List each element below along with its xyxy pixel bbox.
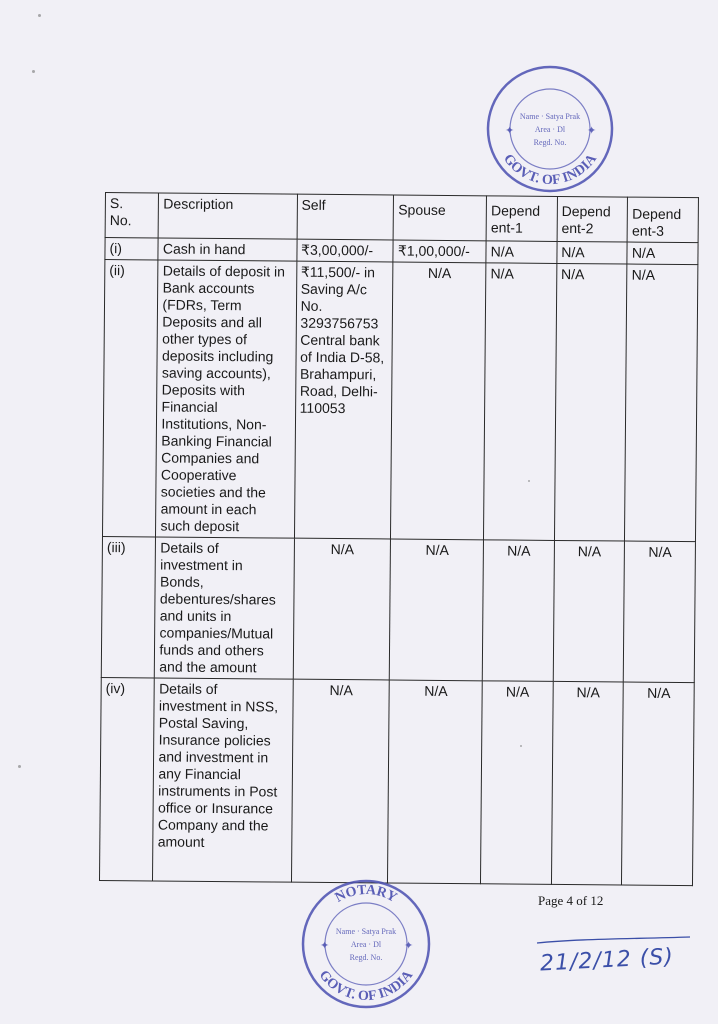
svg-text:Name · Satya Prak: Name · Satya Prak (519, 112, 581, 121)
svg-text:✦: ✦ (587, 125, 597, 137)
row-dependent-1: N/A (481, 681, 553, 885)
assets-table (99, 192, 699, 886)
header-dependent-2: Depend ent-2 (557, 196, 628, 242)
svg-text:NOTARY: NOTARY (332, 882, 400, 906)
row-description: Cash in hand (158, 238, 296, 261)
row-spouse: N/A (391, 262, 486, 540)
row-self: N/A (291, 679, 390, 883)
row-spouse: ₹1,00,000/- (393, 240, 486, 263)
row-dependent-3: N/A (627, 242, 698, 265)
svg-text:✦: ✦ (404, 940, 414, 952)
row-description: Details of deposit in Bank accounts (FDRs, Term Deposits and all other types of deposits including saving accounts), Deposits with Financial Institutions, Non-Banking Financial Companies and Cooperative societies and the amount in each such deposit (156, 260, 297, 538)
scan-speck (38, 14, 41, 17)
row-sno: (i) (105, 238, 159, 260)
svg-text:GOVT. OF INDIA: GOVT. OF INDIA (315, 967, 417, 1005)
table-row (99, 677, 694, 885)
stamp-top-text (483, 62, 542, 66)
svg-text:Area · Dl: Area · Dl (534, 125, 566, 134)
svg-text:✦: ✦ (320, 940, 330, 952)
row-spouse: N/A (390, 539, 484, 681)
row-dependent-2: N/A (553, 540, 625, 682)
svg-text:Area · Dl: Area · Dl (350, 940, 382, 949)
table-row (102, 260, 697, 542)
row-sno: (ii) (102, 260, 158, 537)
row-self: N/A (293, 538, 391, 680)
row-dependent-2: N/A (551, 681, 623, 885)
row-self: ₹3,00,000/- (296, 239, 393, 262)
row-dependent-2: N/A (557, 241, 628, 264)
row-dependent-3: N/A (622, 682, 694, 886)
row-spouse: N/A (388, 680, 483, 884)
row-dependent-1: N/A (484, 263, 557, 541)
scan-speck (18, 765, 21, 768)
page-number: Page 4 of 12 (538, 893, 604, 908)
row-description: Details of investment in NSS, Postal Saving, Insurance policies and investment in any Financial instruments in Post office or Insurance Company and the amount (153, 678, 293, 882)
row-dependent-3: N/A (624, 541, 696, 683)
svg-text:Regd. No.: Regd. No. (533, 138, 567, 147)
header-spouse: Spouse (393, 195, 486, 241)
notary-stamp-bottom (298, 876, 434, 1012)
header-self: Self (297, 194, 394, 240)
row-dependent-3: N/A (625, 264, 698, 542)
handwritten-date: 21/2/12 (S) (539, 944, 675, 977)
header-dependent-1: Depend ent-1 (486, 196, 557, 242)
scan-speck (32, 70, 35, 73)
row-sno: (iii) (101, 536, 156, 677)
notary-stamp-top (483, 62, 617, 196)
header-sno: S. No. (105, 193, 159, 238)
svg-text:Name · Satya Prak: Name · Satya Prak (335, 927, 397, 936)
svg-text:✦: ✦ (505, 125, 515, 137)
table-header-row (105, 193, 698, 243)
row-dependent-1: N/A (486, 241, 557, 264)
row-sno: (iv) (99, 677, 154, 880)
row-dependent-1: N/A (482, 540, 554, 682)
table-row (101, 536, 695, 682)
header-dependent-3: Depend ent-3 (627, 197, 698, 243)
svg-text:Regd. No.: Regd. No. (349, 953, 383, 962)
svg-text:GOVT. OF INDIA: GOVT. OF INDIA (500, 151, 600, 189)
row-self: ₹11,500/- in Saving A/c No. 3293756753 Central bank of India D-58, Brahampuri, Road, Delhi-110053 (294, 261, 393, 539)
row-description: Details of investment in Bonds, debentures/shares and units in companies/Mutual funds and others and the amount (155, 537, 294, 679)
row-dependent-2: N/A (554, 263, 627, 541)
header-description: Description (159, 193, 298, 239)
